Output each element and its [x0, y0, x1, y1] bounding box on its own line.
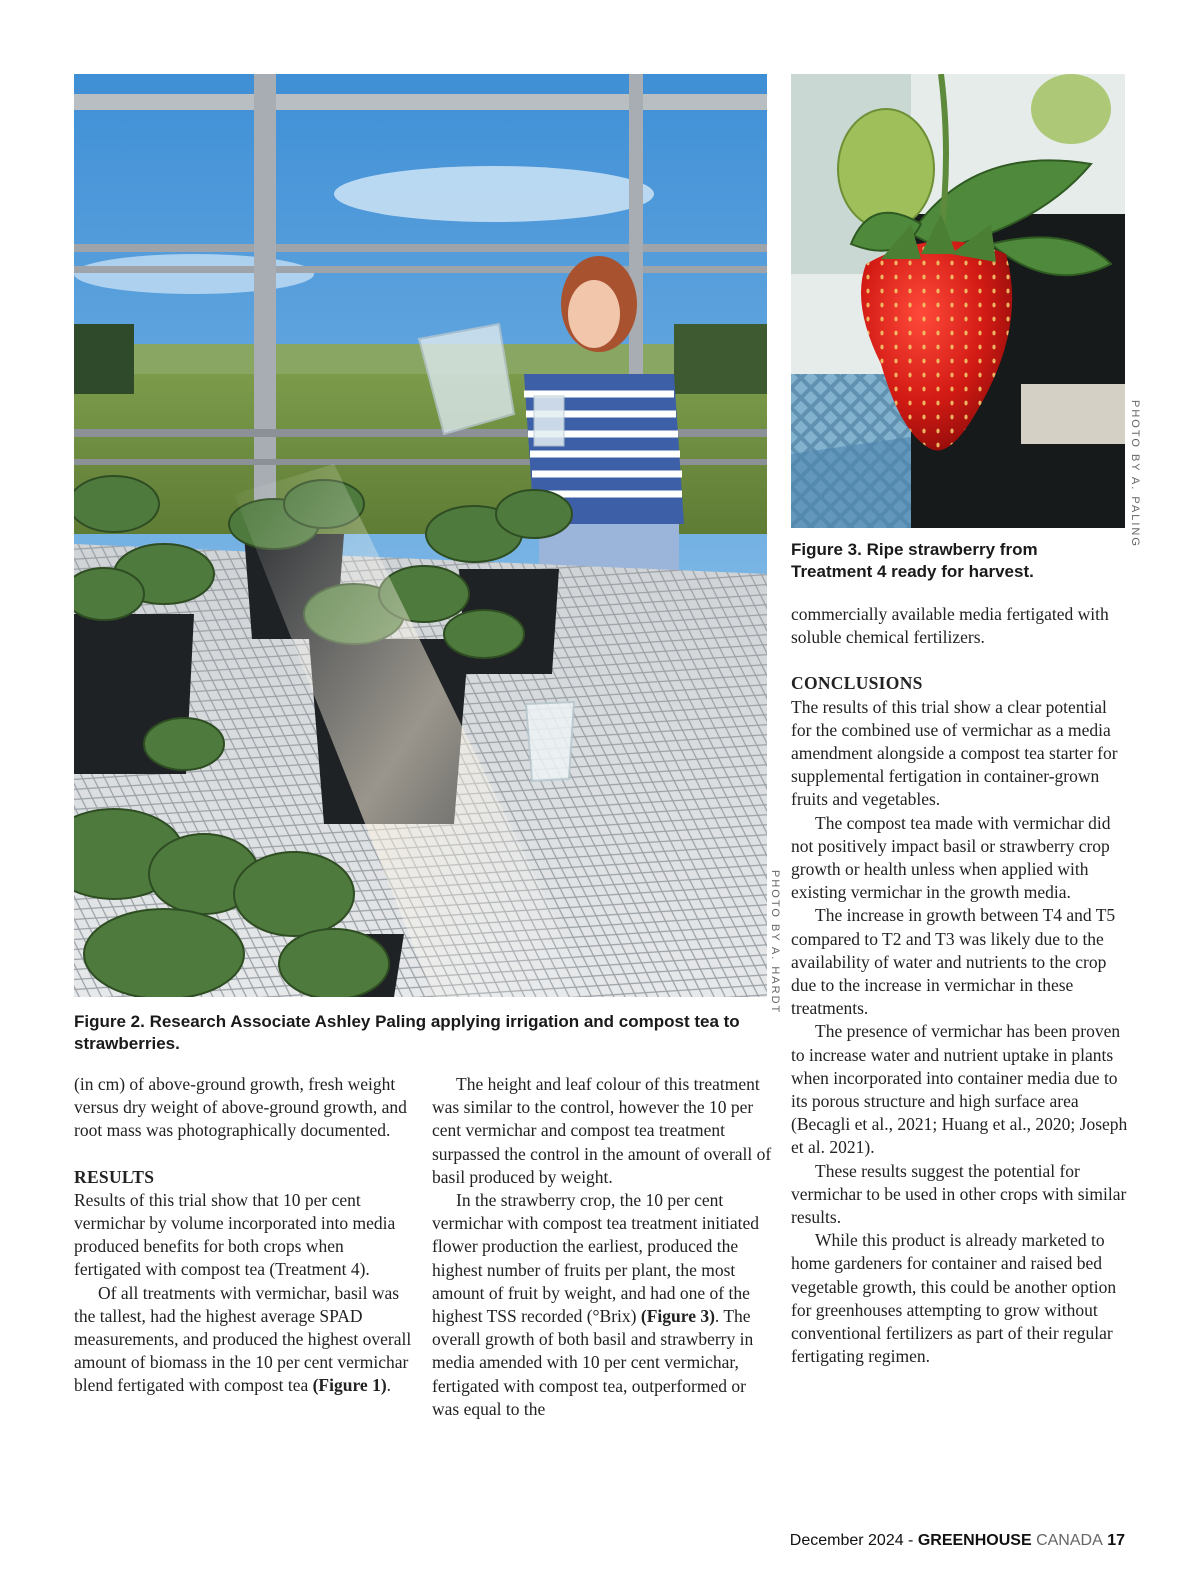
- photo-credit-text: PHOTO BY A. HARDT: [769, 870, 781, 1015]
- section-heading-results: RESULTS: [74, 1166, 155, 1187]
- paragraph: The presence of vermichar has been proven to increase water and nutrient uptake in plants when incorporated into container media due to its porous structure and high surface area (Becagli et al., 2021; Huang et al., 2020; Joseph et al. 2021).: [791, 1021, 1128, 1158]
- paragraph-text: Of all treatments with vermichar, basil was the tallest, had the highest average SPAD measurements, and produced the highest overall amount of biomass in the 10 per cent vermichar blend fertigated with compost tea: [74, 1282, 412, 1396]
- paragraph-text: .: [386, 1375, 392, 1396]
- paragraph: Results of this trial show that 10 per cent vermichar by volume incorporated into media produced benefits for both crops when fertigated with compost tea (Treatment 4).: [74, 1189, 396, 1280]
- article-column-3: [791, 603, 1131, 1369]
- paragraph-text: . The overall growth of both basil and strawberry in media amended with 10 per cent vermichar, fertigated with compost tea, outperformed or was equal to the: [432, 1306, 754, 1419]
- figure-2-photo: [74, 74, 767, 997]
- paragraph: While this product is already marketed to home gardeners for container and raised bed vegetable growth, this could be another option for greenhouses attempting to grow without conventional fertilizers as part of their regular fertigating regimen.: [791, 1230, 1117, 1367]
- paragraph-text: In the strawberry crop, the 10 per cent vermichar with compost tea treatment initiated flower production the earliest, produced the highest number of fruits per plant, the most amount of fruit by weight, and had one of the highest TSS recorded (°Brix): [432, 1190, 760, 1327]
- article-column-1: [74, 1073, 414, 1398]
- magazine-name-suffix: CANADA: [1031, 1532, 1103, 1549]
- figure-3-photo-credit: [1129, 400, 1143, 548]
- page-number: 17: [1102, 1532, 1125, 1549]
- section-heading-conclusions: CONCLUSIONS: [791, 673, 923, 694]
- paragraph: The increase in growth between T4 and T5 compared to T2 and T3 was likely due to the availability of water and nutrients to the crop due to the increase in vermichar in these treatments.: [791, 905, 1116, 1019]
- paragraph: The compost tea made with vermichar did not positively impact basil or strawberry crop growth or health unless when applied with existing vermichar in the growth media.: [791, 812, 1111, 903]
- figure-3-photo: [791, 74, 1125, 528]
- paragraph: (in cm) of above-ground growth, fresh weight versus dry weight of above-ground growth, and root mass was photographically documented.: [74, 1074, 407, 1141]
- page-footer: [790, 1532, 1125, 1550]
- figure-2-caption: Figure 2. Research Associate Ashley Paling applying irrigation and compost tea to strawberries.: [74, 1012, 740, 1053]
- figure-3-caption: Figure 3. Ripe strawberry from Treatment 4 ready for harvest.: [791, 540, 1038, 581]
- paragraph: [74, 1282, 414, 1398]
- magazine-name: GREENHOUSE: [917, 1532, 1032, 1549]
- paragraph: The results of this trial show a clear potential for the combined use of vermichar as a media amendment alongside a compost tea starter for supplemental fertigation in container-grown fruits and vegetables.: [791, 696, 1118, 810]
- article-column-2: [432, 1073, 772, 1421]
- paragraph: The height and leaf colour of this treatment was similar to the control, however the 10 per cent vermichar and compost tea treatment surpassed the control in the amount of overall of basil produced by weight.: [432, 1074, 772, 1187]
- figure-2-photo-credit: [769, 870, 783, 1015]
- issue-date: December 2024 -: [789, 1532, 918, 1549]
- figure-reference: (Figure 1): [312, 1375, 387, 1396]
- photo-credit-text: PHOTO BY A. PALING: [1129, 400, 1141, 548]
- paragraph: These results suggest the potential for vermichar to be used in other crops with similar results.: [791, 1160, 1127, 1228]
- paragraph: commercially available media fertigated with soluble chemical fertilizers.: [791, 604, 1109, 648]
- paragraph: [432, 1189, 772, 1421]
- figure-reference: (Figure 3): [640, 1306, 715, 1327]
